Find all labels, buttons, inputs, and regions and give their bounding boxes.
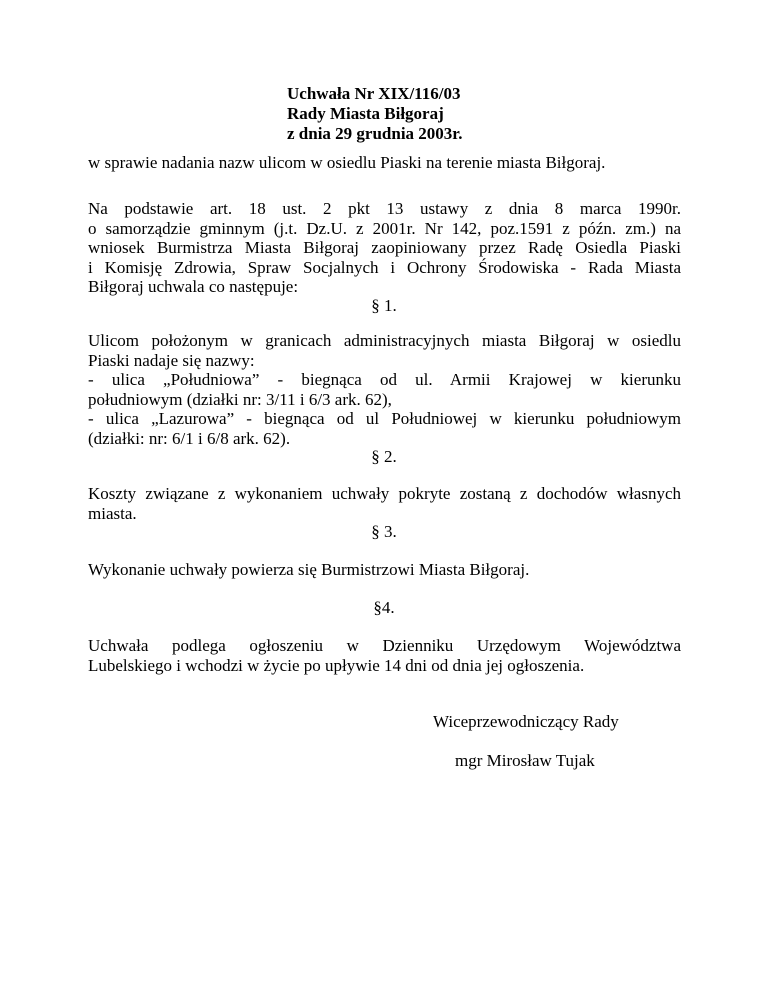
preamble-line: i Komisję Zdrowia, Spraw Socjalnych i Ochrony Środowiska - Rada Miasta bbox=[88, 257, 681, 277]
signature-name: mgr Mirosław Tujak bbox=[455, 751, 595, 770]
section-3-body: Wykonanie uchwały powierza się Burmistrzowi Miasta Biłgoraj. bbox=[88, 560, 530, 579]
section-4-body bbox=[88, 636, 681, 675]
section-1-mark: § 1. bbox=[371, 296, 397, 315]
section-1-line: - ulica „Lazurowa” - biegnąca od ul Południowej w kierunku południowym bbox=[88, 409, 681, 428]
section-2-line: miasta. bbox=[88, 503, 137, 523]
section-4-line: Lubelskiego i wchodzi w życie po upływie 14 dni od dnia jej ogłoszenia. bbox=[88, 655, 585, 675]
section-1-line: południowym (działki nr: 3/11 i 6/3 ark. 62), bbox=[88, 389, 392, 409]
preamble-line: Na podstawie art. 18 ust. 2 pkt 13 ustawy z dnia 8 marca 1990r. bbox=[88, 199, 681, 218]
resolution-subject: w sprawie nadania nazw ulicom w osiedlu Piaski na terenie miasta Biłgoraj. bbox=[88, 153, 606, 172]
section-2-mark: § 2. bbox=[371, 447, 397, 466]
section-1-line: Ulicom położonym w granicach administracyjnych miasta Biłgoraj w osiedlu bbox=[88, 331, 681, 350]
preamble-line: Biłgoraj uchwala co następuje: bbox=[88, 277, 299, 296]
section-2-body bbox=[88, 484, 681, 523]
section-1-line: Piaski nadaje się nazwy: bbox=[88, 350, 255, 370]
resolution-header bbox=[287, 84, 463, 144]
section-1-line: - ulica „Południowa” - biegnąca od ul. Armii Krajowej w kierunku bbox=[88, 370, 681, 389]
section-4-mark: §4. bbox=[373, 598, 395, 617]
section-1-body bbox=[88, 331, 681, 448]
resolution-number: Uchwała Nr XIX/116/03 bbox=[287, 84, 461, 103]
section-1-line: (działki: nr: 6/1 i 6/8 ark. 62). bbox=[88, 428, 291, 448]
section-3-mark: § 3. bbox=[371, 522, 397, 541]
section-2-line: Koszty związane z wykonaniem uchwały pokryte zostaną z dochodów własnych bbox=[88, 484, 681, 503]
section-4-line: Uchwała podlega ogłoszeniu w Dzienniku Urzędowym Województwa bbox=[88, 636, 681, 655]
resolution-date: z dnia 29 grudnia 2003r. bbox=[287, 124, 463, 143]
signature-title: Wiceprzewodniczący Rady bbox=[433, 712, 619, 731]
preamble bbox=[88, 199, 681, 297]
preamble-line: o samorządzie gminnym (j.t. Dz.U. z 2001r. Nr 142, poz.1591 z późn. zm.) na bbox=[88, 218, 681, 238]
preamble-line: wniosek Burmistrza Miasta Biłgoraj zaopiniowany przez Radę Osiedla Piaski bbox=[88, 238, 681, 257]
council-name: Rady Miasta Biłgoraj bbox=[287, 104, 444, 123]
